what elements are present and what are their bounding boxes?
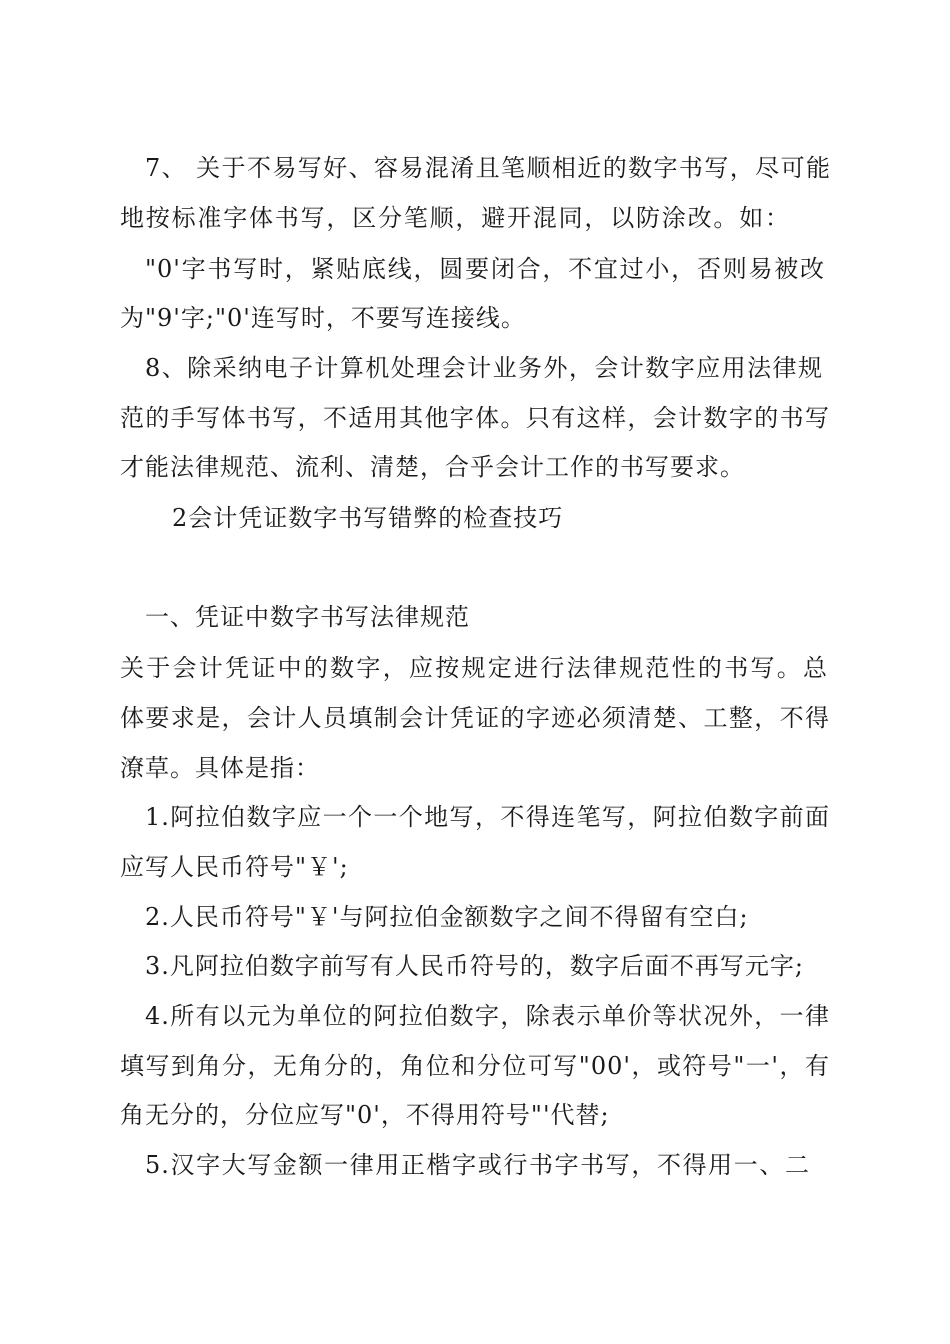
subsection-heading: 一、凭证中数字书写法律规范 xyxy=(145,603,470,631)
text-line: 体要求是，会计人员填制会计凭证的字迹必须清楚、工整，不得 xyxy=(120,704,830,732)
text-line: 角无分的，分位应写"0'，不得用符号"'代替; xyxy=(120,1101,610,1129)
text-line: 为"9'字;"0'连写时，不要写连接线。 xyxy=(120,304,526,332)
text-line: 4.所有以元为单位的阿拉伯数字，除表示单价等状况外，一律 xyxy=(145,1002,830,1030)
text-line: 2.人民币符号"￥'与阿拉伯金额数字之间不得留有空白; xyxy=(145,903,749,931)
text-line: 地按标准字体书写，区分笔顺，避开混同，以防涂改。如： xyxy=(120,204,790,232)
text-line: 关于会计凭证中的数字，应按规定进行法律规范性的书写。总 xyxy=(120,654,828,682)
text-line: 8、除采纳电子计算机处理会计业务外，会计数字应用法律规 xyxy=(145,354,823,382)
text-line: 潦草。具体是指： xyxy=(120,754,320,782)
text-line: 3.凡阿拉伯数字前写有人民币符号的，数字后面不再写元字; xyxy=(145,952,804,980)
text-line: 5.汉字大写金额一律用正楷字或行书字书写，不得用一、二 xyxy=(145,1151,810,1179)
text-line: 范的手写体书写，不适用其他字体。只有这样，会计数字的书写 xyxy=(120,404,830,432)
section-heading: 2会计凭证数字书写错弊的检查技巧 xyxy=(172,504,564,532)
text-line: 填写到角分，无角分的，角位和分位可写"00'，或符号"一'，有 xyxy=(120,1052,830,1080)
text-line: 7、 关于不易写好、容易混淆且笔顺相近的数字书写，尽可能 xyxy=(145,154,831,182)
text-line: 才能法律规范、流利、清楚，合乎会计工作的书写要求。 xyxy=(120,453,745,481)
text-line: 1.阿拉伯数字应一个一个地写，不得连笔写，阿拉伯数字前面 xyxy=(145,803,830,831)
text-line: "0'字书写时，紧贴底线，圆要闭合，不宜过小，否则易被改 xyxy=(145,255,825,283)
text-line: 应写人民币符号"￥'; xyxy=(120,853,349,881)
